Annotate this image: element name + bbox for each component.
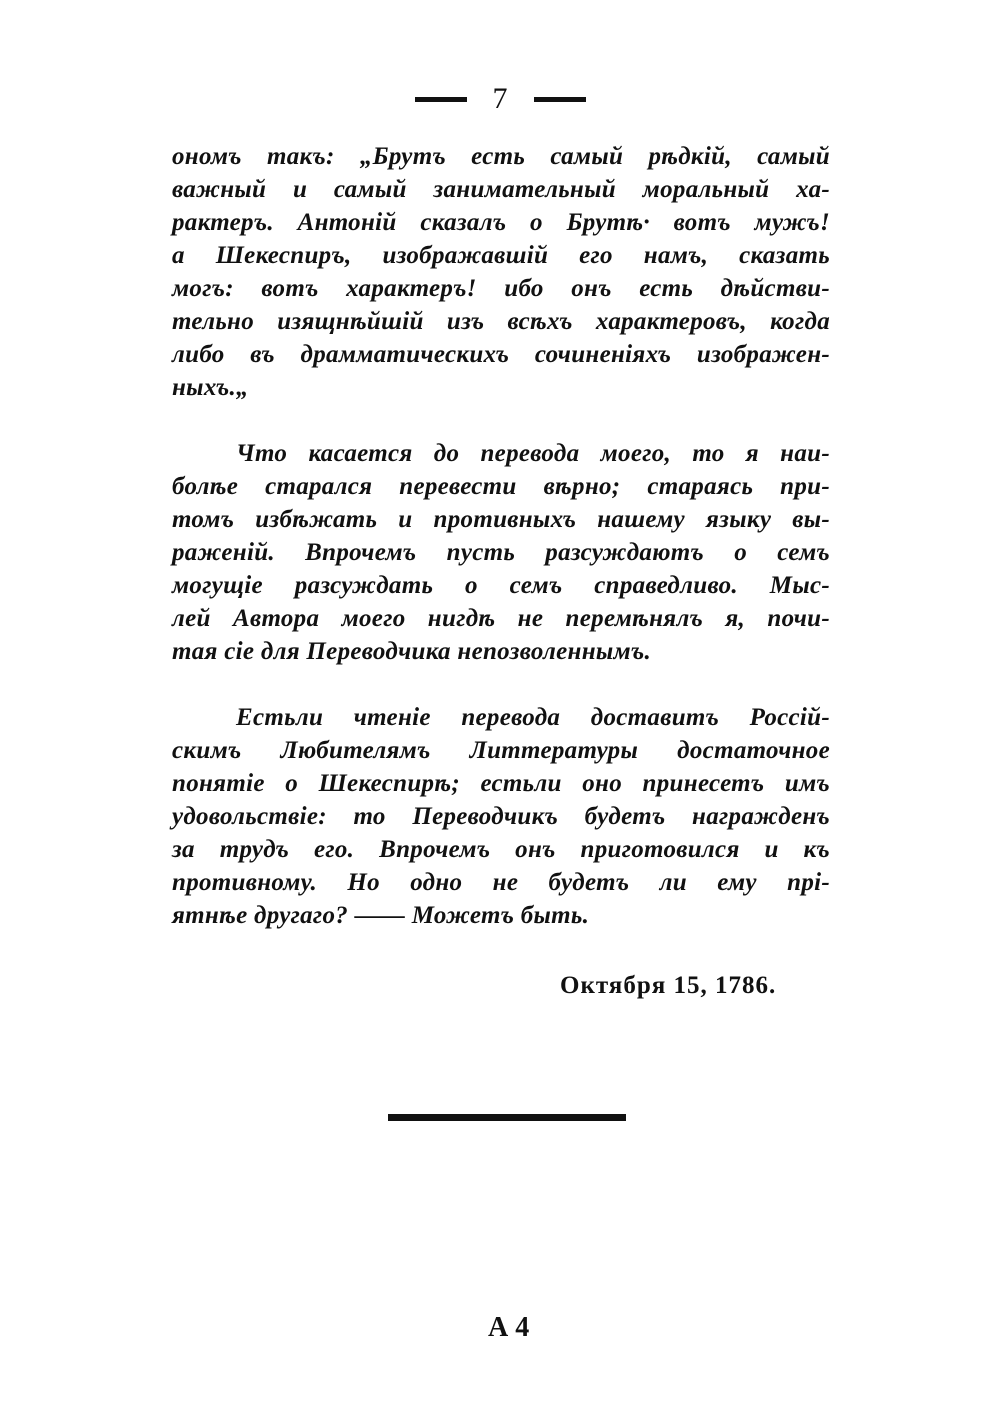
text-line: Естьли чтеніе перевода доставитъ Россій- <box>236 704 830 731</box>
text-line: скимъ Любителямъ Литтературы достаточное <box>172 737 830 764</box>
text-line: ятнѣе другаго? —— Можетъ быть. <box>172 902 590 929</box>
text-line: удовольствіе: то Переводчикъ будетъ награжденъ <box>172 803 830 830</box>
header-dash-right <box>534 97 586 102</box>
page-header <box>0 82 1000 116</box>
date-line: Октября 15, 1786. <box>560 972 777 999</box>
text-line: могъ: вотъ характеръ! ибо онъ есть дѣйстви- <box>172 275 830 302</box>
page-number: 7 <box>492 82 508 115</box>
text-line: тая сіе для Переводчика непозволеннымъ. <box>172 638 651 665</box>
paragraph <box>172 701 830 932</box>
closing-rule <box>388 1114 626 1121</box>
text-line: лей Автора моего нигдѣ не перемѣнялъ я, почи- <box>172 605 830 632</box>
paragraph <box>172 140 830 404</box>
text-line: раженій. Впрочемъ пусть разсуждаютъ о семъ <box>172 539 830 566</box>
text-line: либо въ драмматическихъ сочиненіяхъ изображен- <box>172 341 830 368</box>
text-line: тельно изящнѣйшій изъ всѣхъ характеровъ, когда <box>172 308 830 335</box>
text-line: важный и самый занимательный моральный ха- <box>172 176 830 203</box>
text-line: за трудъ его. Впрочемъ онъ приготовился и къ <box>172 836 830 863</box>
text-line: а Шекеспиръ, изображавшій его намъ, сказать <box>172 242 830 269</box>
text-line: ономъ такъ: „Брутъ есть самый рѣдкій, самый <box>172 143 830 170</box>
text-line: понятіе о Шекеспирѣ; естьли оно принесетъ имъ <box>172 770 830 797</box>
text-line: томъ избѣжать и противныхъ нашему языку вы- <box>172 506 830 533</box>
text-line: противному. Но одно не будетъ ли ему прі- <box>172 869 830 896</box>
signature-mark: А 4 <box>488 1312 530 1343</box>
page-body <box>172 140 830 965</box>
text-line: Что касается до перевода моего, то я наи- <box>236 440 830 467</box>
text-line: рактеръ. Антоній сказалъ о Брутѣ· вотъ мужъ! <box>172 209 830 236</box>
text-line: могущіе разсуждать о семъ справедливо. Мыс- <box>172 572 830 599</box>
header-dash-left <box>415 97 467 102</box>
text-line: болѣе старался перевести вѣрно; стараясь при- <box>172 473 830 500</box>
paragraph <box>172 437 830 668</box>
text-line: ныхъ.„ <box>172 374 249 401</box>
